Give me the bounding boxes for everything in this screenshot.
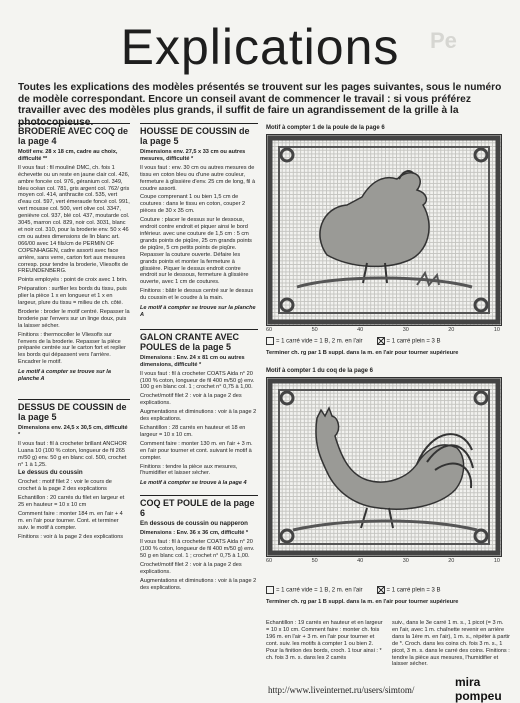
column-left [18,123,130,543]
dessus-gauge: Echantillon : 20 carrés du filet en largeur et 25 en hauteur = 10 x 10 cm [18,495,125,509]
chart-top-legend [266,337,441,345]
tick-label: 20 [448,558,455,564]
footer-logo: mira pompeu [455,675,502,703]
empty-square-icon [266,586,274,594]
tick-label: 20 [448,327,455,333]
tick-label: 60 [266,558,273,564]
galon-gauge: Echantillon : 28 carrés en hauteur et 18 en largeur = 10 x 10 cm. [140,425,246,438]
chart-bottom-caption: Motif à compter 1 du coq de la page 6 [266,368,374,374]
chart-bottom-tag: supérieure [429,599,459,605]
chart-top-caption: Motif à compter 1 de la poule de la page 6 [266,125,385,131]
coq-poule-dimensions: Dimensions : Env. 36 x 36 cm, difficulté * [140,530,249,537]
dessus-subheading: Le dessus du coussin [18,469,83,477]
tick-label: 40 [357,327,364,333]
galon-note: Le motif à compter se trouve à la page 4 [140,480,247,487]
chart-top-grid [266,134,502,326]
section-heading-broderie: BRODERIE AVEC COQ de la page 4 [18,123,130,146]
tick-label: 60 [266,327,273,333]
coq-poule-increases: Augmentations et diminutions : voir à la page 2 des explications. [140,577,257,591]
section-heading-dessus: DESSUS DE COUSSIN de la page 5 [18,399,130,422]
filled-square-icon [377,586,385,594]
broderie-finishing: Finitions : thermocoller le Vliesofix sur l'envers de la broderie. Repasser la pièce préparée centrée sur le carton fort et replier les bords qui dépassent vers l'arrière. Encadrer le motif. [18,331,126,366]
dessus-dimensions: Dimensions env. 24,5 x 30,5 cm, difficulté * [18,425,128,438]
dessus-howto: Comment faire : monter 184 m. en l'air + 4 m. en l'air pour tourner. Cont. et terminer suiv. le motif à compter. [18,510,123,531]
legend-empty-label: = 1 carré vide = 1 B, 2 m. en l'air [276,587,363,594]
housse-note: Le motif à compter se trouve sur la planche A [140,305,256,318]
galon-dimensions: Dimensions : Env. 24 x 81 cm ou autres dimensions, difficulté * [140,354,245,368]
background-ghost-text: Pe [430,28,457,53]
dessus-materials: Il vous faut : fil à crocheter brillant ANCHOR Luana 10 (100 % coton, longueur de fil 265 m/50 g) env. 50 g en blanc col. 500, crochet n° 1 à 1,25. [18,440,127,468]
tick-label: 40 [357,558,364,564]
page-title: Explications [120,19,400,75]
dessus-crochet: Crochet : motif filet 2 : voir le cours de crochet à la page 2 des explications [18,479,112,493]
coq-poule-materials: Il vous faut : fil à crocheter COATS Aida n° 20 (100 % coton, longueur de fil 400 m/50 g) env. 50 g en blanc col. 1 ; crochet n° 0,75 à 1,00. [140,539,255,559]
tick-label: 30 [402,327,409,333]
housse-dimensions: Dimensions env. 27,5 x 33 cm ou autres mesures, difficulté * [140,149,246,162]
tick-label: 10 [493,327,500,333]
coq-poule-instructions-a: Echantillon : 19 carrés en hauteur et en largeur = 10 x 10 cm. Comment faire : monter ch. fois 196 m. en l'air + 3 m. en l'air pour tourner et cont. suiv. les motifs à compter 1 ou bien 2. Pour la finition des bords, croch. 1 tour ainsi : * ch. fois 3 m. s. dans les 2 carrés [266,620,383,661]
broderie-motif: Motif env. 28 x 18 cm, cadre au choix, difficulté ** [18,149,118,162]
footer-url: http://www.liveinternet.ru/users/simtom/ [268,685,415,695]
chart-top-tag: supérieure [429,350,459,356]
column-middle [140,123,258,593]
galon-increases: Augmentations et diminutions : voir à la page 2 des explications. [140,409,257,423]
housse-sewing: Couture : placer le dessus sur le dessous, endroit contre endroit et piquer ainsi le bord inférieur. avec une couture de 1,5 cm : 5 cm grands points de piqûre, 25 cm grands points de piqûre, 5 cm petits points de piqûre. Repasser la couture ouverte. Défaire les grands points et monter la fermeture à glissière. Piquer le dessus endroit contre endroit sur le dessous, fermeture à glissière ouverte, avec 1 cm de coutures. [140,217,252,286]
intro-paragraph: Toutes les explications des modèles présentés se trouvent sur les pages suivantes, sous le numéro de modèle correspondant. Encore un conseil avant de commencer le travail : si vous préférez travailler avec des modèles plus grands, il suffit de faire un agrandissement de la grille à la photocopieuse. [18,82,502,128]
legend-full-label: = 1 carré plein = 3 B [386,587,441,594]
galon-crochet: Crochet/motif filet 2 : voir à la page 2 des explications. [140,393,242,407]
dessus-finishing: Finitions : voir à la page 2 des explications [18,533,124,540]
section-heading-housse: HOUSSE DE COUSSIN de la page 5 [140,123,258,146]
broderie-note: Le motif à compter se trouve sur la planche A [18,369,111,383]
chart-top-axis [266,327,500,333]
galon-howto: Comment faire : monter 130 m. en l'air + 3 m. en l'air pour tourner et cont. suivant le motif à compter. [140,440,253,461]
rooster-pattern-icon [267,378,501,556]
broderie-preparation: Préparation : surfiler les bords du tissu, puis plier la pièce 1 x en longueur et 1 x en largeur, plure du tissu = milieu de ch. côté. [18,286,127,307]
legend-empty-label: = 1 carré vide = 1 B, 2 m. en l'air [276,338,363,345]
broderie-embroidery: Broderie : broder le motif centré. Repasser la broderie par l'envers sur un linge doux, puis la laisser sécher. [18,308,130,329]
housse-cut: Coupe comprenant 1 ou bien 1,5 cm de coutures : dans le tissu en coton, couper 2 pièces de 30 x 35 cm. [140,194,246,215]
chart-bottom-axis [266,558,500,564]
chart-bottom-terminer: Terminer ch. rg par 1 B suppl. dans la m. en l'air pour tourner supérieure [266,599,459,605]
coq-poule-instructions-b: suiv., dans le 3e carré 1 m. s., 1 picot (= 3 m. en l'air, avec 1 m. chaînette revenir en arrière dans la 1ère m. en l'air), 1 m. s., répéter à partir de *. Croch. dans les coins ch. fois 3 m. s., 1 picot, 3 m. s. dans le carré des coins. Finitions : tendre la pièce aux mesures, l'humidifier et laisser sécher. [392,620,510,668]
tick-label: 50 [311,327,318,333]
broderie-points: Points employés : point de croix avec 1 brin. [18,277,128,284]
tick-label: 10 [493,558,500,564]
coq-poule-crochet: Crochet/motif filet 2 : voir à la page 2 des explications. [140,561,242,575]
broderie-materials: Il vous faut : fil mouliné DMC, ch. fois 1 échevette ou un reste en jaune clair col. 426, ambre foncée col. 976, géranium col. 349, bleu océan col. 781, gris argent col. 762/ gris moyen col. 414, anthracite col. 535, vert d'eau col. 597, vert émeraude foncé col. 991, vert mousse col. 500, vert olive col. 3347, genièvre col. 937, blé col. 437, moutarde col. 3045, marron col. 829, noir col. 3031, blanc et noir col. 310, pour la broderie env. 50 x 46 cm ou autres dimensions de lin blanc art. 066/00 avec 14 fils/cm de PERMIN OF COPENHAGEN, cadre assorti avec face arrière, sans verre, carton fort aux mesures corresp. pour tendre la broderie, Vliesofix de FREUNDENBERG. [18,164,130,275]
coq-poule-subheading: En dessous de coussin ou napperon [140,520,248,528]
chart-top-terminer: Terminer ch. rg par 1 B suppl. dans la m. en l'air pour tourner supérieure [266,350,459,356]
empty-square-icon [266,337,274,345]
housse-materials: Il vous faut : env. 30 cm ou autres mesures de tissu en coton bleu ou d'une autre couleur, fermeture à glissière d'env. 25 cm de long, fil à coudre assorti. [140,164,256,192]
legend-full-label: = 1 carré plein = 3 B [386,338,441,345]
filled-square-icon [377,337,385,345]
chart-bottom-legend [266,586,441,594]
chart-bottom-grid [266,377,502,557]
tick-label: 50 [311,558,318,564]
section-heading-galon: GALON CRANTE AVEC POULES de la page 5 [140,329,258,352]
section-heading-coq-poule: COQ ET POULE de la page 6 [140,495,258,518]
hen-pattern-icon [267,135,501,325]
galon-materials: Il vous faut : fil à crocheter COATS Aida n° 20 (100 % coton, longueur de fil 400 m/50 g) env. 100 g en blanc col. 1 ; crochet n° 0,75 à 1,00. [140,370,255,391]
galon-finishing: Finitions : tendre la pièce aux mesures, l'humidifier et laisser sécher. [140,463,238,477]
tick-label: 30 [402,558,409,564]
housse-finishing: Finitions : bâtir le dessus centré sur le dessus du coussin et le coudre à la main. [140,288,254,302]
